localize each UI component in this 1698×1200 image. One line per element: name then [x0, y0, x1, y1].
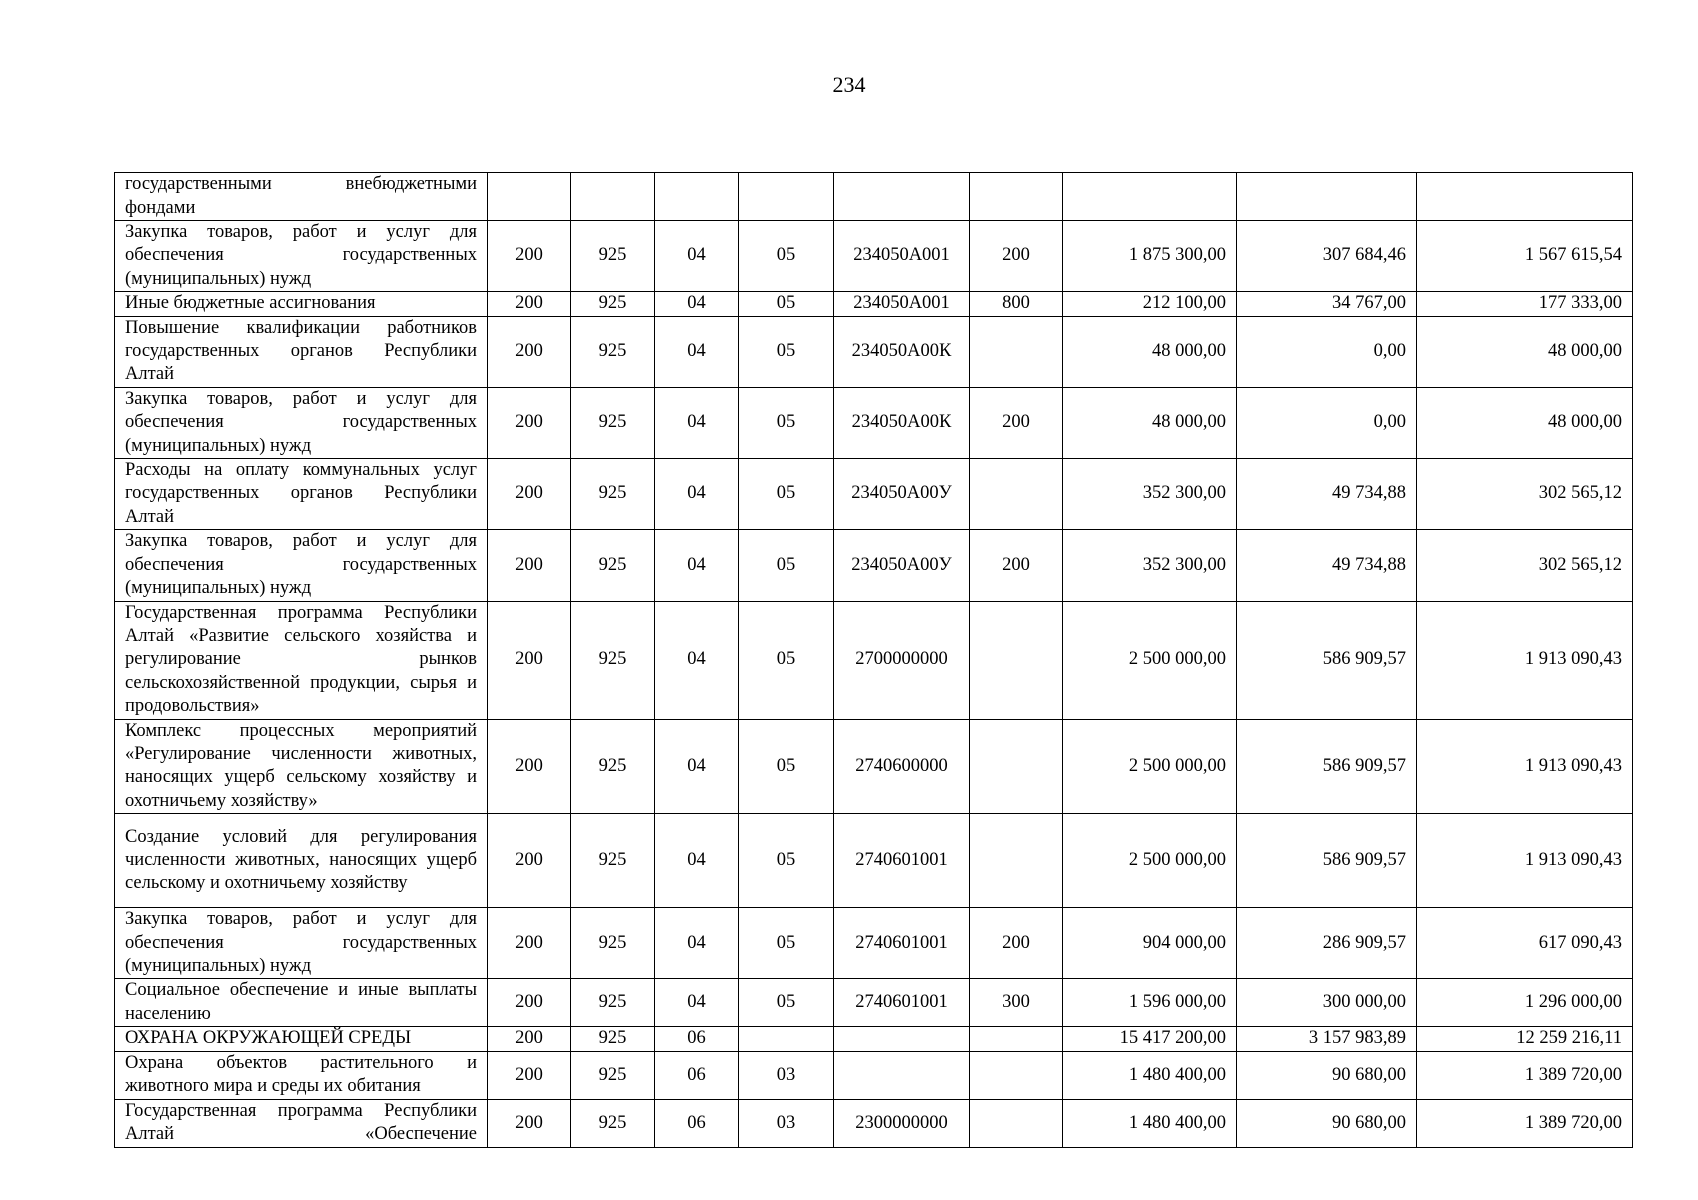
- col-subsection: 05: [739, 814, 834, 908]
- col-admin: 200: [488, 221, 571, 292]
- col-section: 04: [655, 814, 739, 908]
- col-section: [655, 173, 739, 221]
- col-plan: 2 500 000,00: [1063, 814, 1237, 908]
- table-row: [115, 221, 1633, 292]
- col-target: 234050А00К: [834, 387, 970, 458]
- col-exec: 49 734,88: [1237, 530, 1417, 601]
- col-ministry: 925: [571, 316, 655, 387]
- col-vr: [970, 719, 1063, 814]
- col-ministry: 925: [571, 459, 655, 530]
- row-name: Закупка товаров, работ и услуг для обеспечения государственных (муниципальных) нужд: [115, 530, 488, 601]
- col-plan: 48 000,00: [1063, 387, 1237, 458]
- col-plan: 352 300,00: [1063, 530, 1237, 601]
- row-name: государственными внебюджетными фондами: [115, 173, 488, 221]
- col-plan: 212 100,00: [1063, 292, 1237, 316]
- col-section: 04: [655, 601, 739, 719]
- col-subsection: 03: [739, 1099, 834, 1147]
- col-rest: 48 000,00: [1417, 316, 1633, 387]
- col-ministry: [571, 173, 655, 221]
- col-rest: 1 389 720,00: [1417, 1051, 1633, 1099]
- budget-table-body: [115, 173, 1633, 1148]
- col-exec: 586 909,57: [1237, 601, 1417, 719]
- col-section: 06: [655, 1051, 739, 1099]
- col-exec: 90 680,00: [1237, 1051, 1417, 1099]
- col-subsection: 05: [739, 908, 834, 979]
- col-vr: [970, 316, 1063, 387]
- col-admin: 200: [488, 1051, 571, 1099]
- row-name: Закупка товаров, работ и услуг для обеспечения государственных (муниципальных) нужд: [115, 221, 488, 292]
- col-ministry: 925: [571, 387, 655, 458]
- row-name: ОХРАНА ОКРУЖАЮЩЕЙ СРЕДЫ: [115, 1027, 488, 1051]
- table-row: [115, 601, 1633, 719]
- row-name: Государственная программа Республики Алтай «Развитие сельского хозяйства и регулирование рынков сельскохозяйственной продукции, сырья и продовольствия»: [115, 601, 488, 719]
- col-ministry: 925: [571, 530, 655, 601]
- col-rest: 1 389 720,00: [1417, 1099, 1633, 1147]
- page-number: 234: [832, 72, 866, 97]
- table-row: [115, 387, 1633, 458]
- col-vr: 200: [970, 908, 1063, 979]
- row-name: Комплекс процессных мероприятий «Регулирование численности животных, наносящих ущерб сельскому хозяйству и охотничьему хозяйству»: [115, 719, 488, 814]
- col-vr: [970, 814, 1063, 908]
- col-vr: 800: [970, 292, 1063, 316]
- col-subsection: 05: [739, 387, 834, 458]
- col-plan: 1 480 400,00: [1063, 1051, 1237, 1099]
- col-admin: 200: [488, 292, 571, 316]
- col-rest: 177 333,00: [1417, 292, 1633, 316]
- col-admin: 200: [488, 908, 571, 979]
- table-row: [115, 1099, 1633, 1147]
- row-name: Государственная программа Республики Алтай «Обеспечение: [115, 1099, 488, 1147]
- col-exec: 586 909,57: [1237, 814, 1417, 908]
- table-row: [115, 719, 1633, 814]
- col-rest: 1 567 615,54: [1417, 221, 1633, 292]
- row-name: Создание условий для регулирования численности животных, наносящих ущерб сельскому и охотничьему хозяйству: [115, 814, 488, 908]
- table-row: [115, 979, 1633, 1027]
- col-section: 06: [655, 1099, 739, 1147]
- col-admin: 200: [488, 601, 571, 719]
- table-row: [115, 1051, 1633, 1099]
- col-admin: [488, 173, 571, 221]
- col-subsection: [739, 173, 834, 221]
- col-section: 04: [655, 316, 739, 387]
- table-row: [115, 173, 1633, 221]
- col-target: 2740601001: [834, 908, 970, 979]
- col-vr: [970, 1099, 1063, 1147]
- col-subsection: [739, 1027, 834, 1051]
- col-target: 2700000000: [834, 601, 970, 719]
- col-subsection: 05: [739, 221, 834, 292]
- col-exec: 49 734,88: [1237, 459, 1417, 530]
- col-rest: 302 565,12: [1417, 530, 1633, 601]
- col-section: 04: [655, 459, 739, 530]
- col-vr: 300: [970, 979, 1063, 1027]
- col-exec: [1237, 173, 1417, 221]
- table-row: [115, 530, 1633, 601]
- col-target: [834, 1027, 970, 1051]
- col-rest: 12 259 216,11: [1417, 1027, 1633, 1051]
- col-plan: 904 000,00: [1063, 908, 1237, 979]
- budget-table: [114, 172, 1633, 1148]
- col-vr: [970, 601, 1063, 719]
- col-plan: 2 500 000,00: [1063, 601, 1237, 719]
- col-exec: 286 909,57: [1237, 908, 1417, 979]
- table-row: [115, 316, 1633, 387]
- col-subsection: 05: [739, 292, 834, 316]
- col-section: 04: [655, 908, 739, 979]
- col-subsection: 05: [739, 719, 834, 814]
- col-section: 04: [655, 719, 739, 814]
- col-exec: 307 684,46: [1237, 221, 1417, 292]
- row-name: Расходы на оплату коммунальных услуг государственных органов Республики Алтай: [115, 459, 488, 530]
- col-target: 234050А00У: [834, 459, 970, 530]
- col-ministry: 925: [571, 601, 655, 719]
- col-vr: [970, 459, 1063, 530]
- col-ministry: 925: [571, 1051, 655, 1099]
- col-rest: 302 565,12: [1417, 459, 1633, 530]
- col-ministry: 925: [571, 292, 655, 316]
- col-ministry: 925: [571, 814, 655, 908]
- col-rest: 1 296 000,00: [1417, 979, 1633, 1027]
- col-vr: 200: [970, 221, 1063, 292]
- col-exec: 90 680,00: [1237, 1099, 1417, 1147]
- table-row: [115, 292, 1633, 316]
- row-name: Иные бюджетные ассигнования: [115, 292, 488, 316]
- col-vr: [970, 1051, 1063, 1099]
- col-admin: 200: [488, 1027, 571, 1051]
- row-name: Закупка товаров, работ и услуг для обеспечения государственных (муниципальных) нужд: [115, 387, 488, 458]
- col-ministry: 925: [571, 719, 655, 814]
- col-rest: [1417, 173, 1633, 221]
- col-vr: 200: [970, 387, 1063, 458]
- col-subsection: 05: [739, 316, 834, 387]
- col-section: 04: [655, 292, 739, 316]
- col-target: 234050А001: [834, 221, 970, 292]
- col-admin: 200: [488, 719, 571, 814]
- col-target: 234050А00К: [834, 316, 970, 387]
- col-exec: 34 767,00: [1237, 292, 1417, 316]
- col-admin: 200: [488, 387, 571, 458]
- col-exec: 586 909,57: [1237, 719, 1417, 814]
- row-name: Закупка товаров, работ и услуг для обеспечения государственных (муниципальных) нужд: [115, 908, 488, 979]
- col-admin: 200: [488, 459, 571, 530]
- col-plan: 352 300,00: [1063, 459, 1237, 530]
- col-plan: [1063, 173, 1237, 221]
- col-rest: 617 090,43: [1417, 908, 1633, 979]
- col-ministry: 925: [571, 1099, 655, 1147]
- col-exec: 300 000,00: [1237, 979, 1417, 1027]
- col-exec: 3 157 983,89: [1237, 1027, 1417, 1051]
- col-subsection: 05: [739, 601, 834, 719]
- col-admin: 200: [488, 316, 571, 387]
- col-rest: 48 000,00: [1417, 387, 1633, 458]
- table-row: [115, 459, 1633, 530]
- col-ministry: 925: [571, 221, 655, 292]
- col-subsection: 05: [739, 459, 834, 530]
- col-subsection: 05: [739, 530, 834, 601]
- col-plan: 1 480 400,00: [1063, 1099, 1237, 1147]
- col-admin: 200: [488, 979, 571, 1027]
- table-row: [115, 814, 1633, 908]
- col-rest: 1 913 090,43: [1417, 601, 1633, 719]
- col-target: 234050А001: [834, 292, 970, 316]
- col-section: 06: [655, 1027, 739, 1051]
- row-name: Социальное обеспечение и иные выплаты населению: [115, 979, 488, 1027]
- col-exec: 0,00: [1237, 316, 1417, 387]
- col-vr: [970, 1027, 1063, 1051]
- col-plan: 1 875 300,00: [1063, 221, 1237, 292]
- col-vr: [970, 173, 1063, 221]
- col-target: [834, 1051, 970, 1099]
- col-ministry: 925: [571, 1027, 655, 1051]
- col-vr: 200: [970, 530, 1063, 601]
- col-target: 2740601001: [834, 979, 970, 1027]
- col-plan: 15 417 200,00: [1063, 1027, 1237, 1051]
- col-admin: 200: [488, 814, 571, 908]
- col-ministry: 925: [571, 908, 655, 979]
- table-row: [115, 1027, 1633, 1051]
- col-admin: 200: [488, 1099, 571, 1147]
- row-name: Повышение квалификации работников государственных органов Республики Алтай: [115, 316, 488, 387]
- col-target: 2740601001: [834, 814, 970, 908]
- row-name: Охрана объектов растительного и животного мира и среды их обитания: [115, 1051, 488, 1099]
- col-target: 234050А00У: [834, 530, 970, 601]
- col-rest: 1 913 090,43: [1417, 814, 1633, 908]
- col-exec: 0,00: [1237, 387, 1417, 458]
- col-ministry: 925: [571, 979, 655, 1027]
- col-plan: 1 596 000,00: [1063, 979, 1237, 1027]
- col-section: 04: [655, 979, 739, 1027]
- col-subsection: 05: [739, 979, 834, 1027]
- col-section: 04: [655, 530, 739, 601]
- table-row: [115, 908, 1633, 979]
- col-plan: 48 000,00: [1063, 316, 1237, 387]
- col-section: 04: [655, 387, 739, 458]
- col-section: 04: [655, 221, 739, 292]
- col-target: 2740600000: [834, 719, 970, 814]
- col-target: [834, 173, 970, 221]
- col-subsection: 03: [739, 1051, 834, 1099]
- col-target: 2300000000: [834, 1099, 970, 1147]
- col-plan: 2 500 000,00: [1063, 719, 1237, 814]
- col-rest: 1 913 090,43: [1417, 719, 1633, 814]
- col-admin: 200: [488, 530, 571, 601]
